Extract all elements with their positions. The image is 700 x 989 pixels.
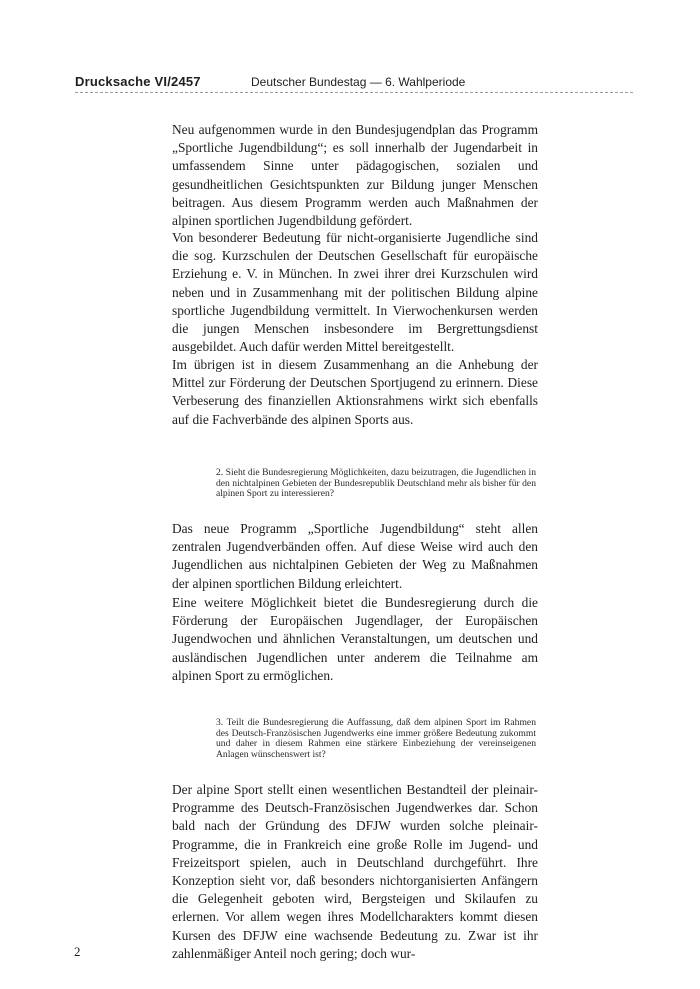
question-3: 3. Teilt die Bundesregierung die Auffassung, daß dem alpinen Sport im Rahmen des Deutsch-Französischen Jugendwerks eine immer größere Bedeutung zukommt und daher in diesem Rahmen eine stärkere Einbeziehung der vereinseigenen Anlagen wünschenswert ist? xyxy=(216,717,536,760)
answer-block-3 xyxy=(172,356,538,429)
answer-block-2 xyxy=(172,229,538,356)
page-number: 2 xyxy=(74,944,81,959)
header-title: Deutscher Bundestag — 6. Wahlperiode xyxy=(251,75,466,89)
document-number: Drucksache VI/2457 xyxy=(75,74,201,89)
answer-block-6 xyxy=(172,781,538,963)
answer-block-4 xyxy=(172,520,538,593)
paragraph-jugendlager: Eine weitere Möglichkeit bietet die Bundesregierung durch die Förderung der Europäischen Jugendlager, der Europäischen Jugendwochen und ähnlichen Veranstaltungen, um deutschen und ausländischen Jugendlichen unter anderem die Teilnahme am alpinen Sport zu ermöglichen. xyxy=(172,595,538,683)
question-2: 2. Sieht die Bundesregierung Möglichkeiten, dazu beizutragen, die Jugendlichen in den nichtalpinen Gebieten der Bundesrepublik Deutschland mehr als bisher für den alpinen Sport zu interessieren? xyxy=(216,467,536,500)
answer-block-1 xyxy=(172,121,538,230)
paragraph-dfjw: Der alpine Sport stellt einen wesentlichen Bestandteil der pleinair-Programme des Deutsch-Französischen Jugendwerkes dar. Schon bald nach der Gründung des DFJW wurden solche pleinair-Programme, die in Frankreich eine große Rolle im Jugend- und Freizeitsport spielen, auch in Deutschland durchgeführt. Ihre Konzeption sieht vor, daß besonders nichtorganisierten Anfängern die Gelegenheit geboten wird, Bergsteigen und Skilaufen zu erlernen. Vor allem wegen ihres Modellcharakters kommt diesen Kursen des DFJW eine wachsende Bedeutung zu. Zwar ist ihr zahlenmäßiger Anteil noch gering; doch wur- xyxy=(172,782,538,961)
page-header xyxy=(75,72,645,98)
answer-block-5 xyxy=(172,594,538,685)
paragraph-bundesjugendplan: Neu aufgenommen wurde in den Bundesjugendplan das Programm „Sportliche Jugendbildung“; es soll innerhalb der Jugendarbeit in umfassendem Sinne unter pädagogischen, sozialen und gesundheitlichen Gesichtspunkten zur Bildung junger Menschen beitragen. Aus diesem Programm werden auch Maßnahmen der alpinen sportlichen Jugendbildung gefördert. xyxy=(172,122,538,229)
paragraph-programm: Das neue Programm „Sportliche Jugendbildung“ steht allen zentralen Jugendverbänden offen. Auf diese Weise wird auch den Jugendlichen aus nichtalpinen Gebieten der Weg zu Maßnahmen der alpinen sportlichen Bildung erleichtert. xyxy=(172,521,538,591)
paragraph-sportjugend: Im übrigen ist in diesem Zusammenhang an die Anhebung der Mittel zur Förderung der Deutschen Sportjugend zu erinnern. Diese Verbeserung des finanziellen Aktionsrahmens wirkt sich ebenfalls auf die Fachverbände des alpinen Sports aus. xyxy=(172,357,538,427)
paragraph-kurzschulen: Von besonderer Bedeutung für nicht-organisierte Jugendliche sind die sog. Kurzschulen der Deutschen Gesellschaft für europäische Erziehung e. V. in München. In zwei ihrer drei Kurzschulen wird neben und in Zusammenhang mit der politischen Bildung alpine sportliche Jugendbildung vermittelt. In Vierwochenkursen werden die jungen Menschen insbesondere im Bergrettungsdienst ausgebildet. Auch dafür werden Mittel bereitgestellt. xyxy=(172,230,538,355)
header-rule xyxy=(75,92,633,93)
